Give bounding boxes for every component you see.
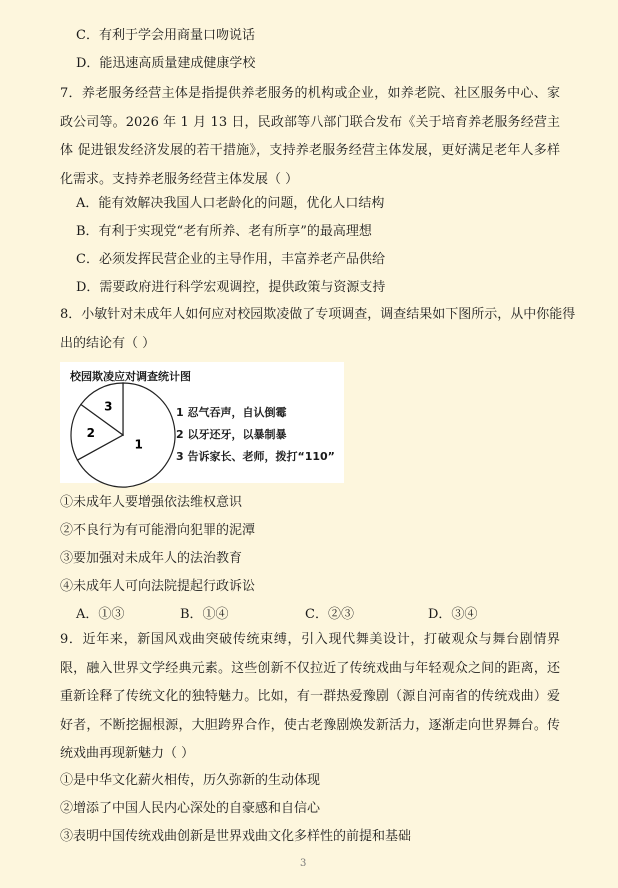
q8-statement-4: ④未成年人可向法院提起行政诉讼 (60, 579, 256, 594)
q8-statement-3: ③要加强对未成年人的法治教育 (60, 551, 243, 566)
q8-statement-2: ②不良行为有可能滑向犯罪的泥潭 (60, 523, 256, 538)
q7-option-b: B．有利于实现党“老有所养、老有所享”的最高理想 (76, 224, 372, 239)
q6-option-d: D．能迅速高质量建成健康学校 (76, 56, 256, 71)
q7-option-d: D．需要政府进行科学宏观调控，提供政策与资源支持 (76, 280, 386, 295)
q7-option-c: C．必须发挥民营企业的主导作用，丰富养老产品供给 (76, 252, 385, 267)
q8-stem-line2: 出的结论有（ ） (60, 336, 156, 351)
legend-item-2: 2 以牙还牙，以暴制暴 (176, 428, 287, 441)
legend-item-3: 3 告诉家长、老师，拨打“110” (176, 450, 335, 463)
chart-title: 校园欺凌应对调查统计图 (70, 370, 191, 383)
q7-option-a: A．能有效解决我国人口老龄化的问题，优化人口结构 (76, 196, 385, 211)
pie-chart (68, 380, 178, 490)
q8-option-b: B．①④ (180, 607, 229, 622)
q8-statement-1: ①未成年人要增强依法维权意识 (60, 495, 243, 510)
bullying-survey-figure (60, 362, 344, 483)
q8-option-c: C．②③ (305, 607, 354, 622)
q9-statement-3: ③表明中国传统戏曲创新是世界戏曲文化多样性的前提和基础 (60, 829, 412, 844)
q9-statement-2: ②增添了中国人民内心深处的自豪感和自信心 (60, 801, 321, 816)
q8-option-d: D．③④ (428, 607, 478, 622)
pie-label-2: 2 (86, 425, 96, 440)
q8-stem-line1: 8．小敏针对未成年人如何应对校园欺凌做了专项调查，调查结果如下图所示，从中你能得 (60, 307, 576, 322)
q9-statement-1: ①是中华文化薪火相传，历久弥新的生动体现 (60, 773, 321, 788)
pie-label-3: 3 (104, 399, 113, 414)
q7-stem: 7．养老服务经营主体是指提供养老服务的机构或企业，如养老院、社区服务中心、家政公司等。2026 年 1 月 13 日，民政部等八部门联合发布《关于培育养老服务经营主体 促进银发经济发展的若干措施》，支持养老服务经营主体发展，更好满足老年人多样化需求。支持养老服务经营主体发展（ ） (60, 86, 560, 187)
page-number: 3 (300, 858, 307, 869)
q9-stem: 9．近年来，新国风戏曲突破传统束缚，引入现代舞美设计，打破观众与舞台剧情界限，融入世界文学经典元素。这些创新不仅拉近了传统戏曲与年轻观众之间的距离，还重新诠释了传统文化的独特魅力。比如，有一群热爱豫剧（源自河南省的传统戏曲）爱好者，不断挖掘根源，大胆跨界合作，使古老豫剧焕发新活力，逐渐走向世界舞台。传统戏曲再现新魅力（ ） (60, 632, 560, 762)
pie-label-1: 1 (134, 437, 143, 452)
q6-option-c: C．有利于学会用商量口吻说话 (76, 28, 255, 43)
legend-item-1: 1 忍气吞声，自认倒霉 (176, 406, 287, 419)
q8-option-a: A．①③ (76, 607, 125, 622)
